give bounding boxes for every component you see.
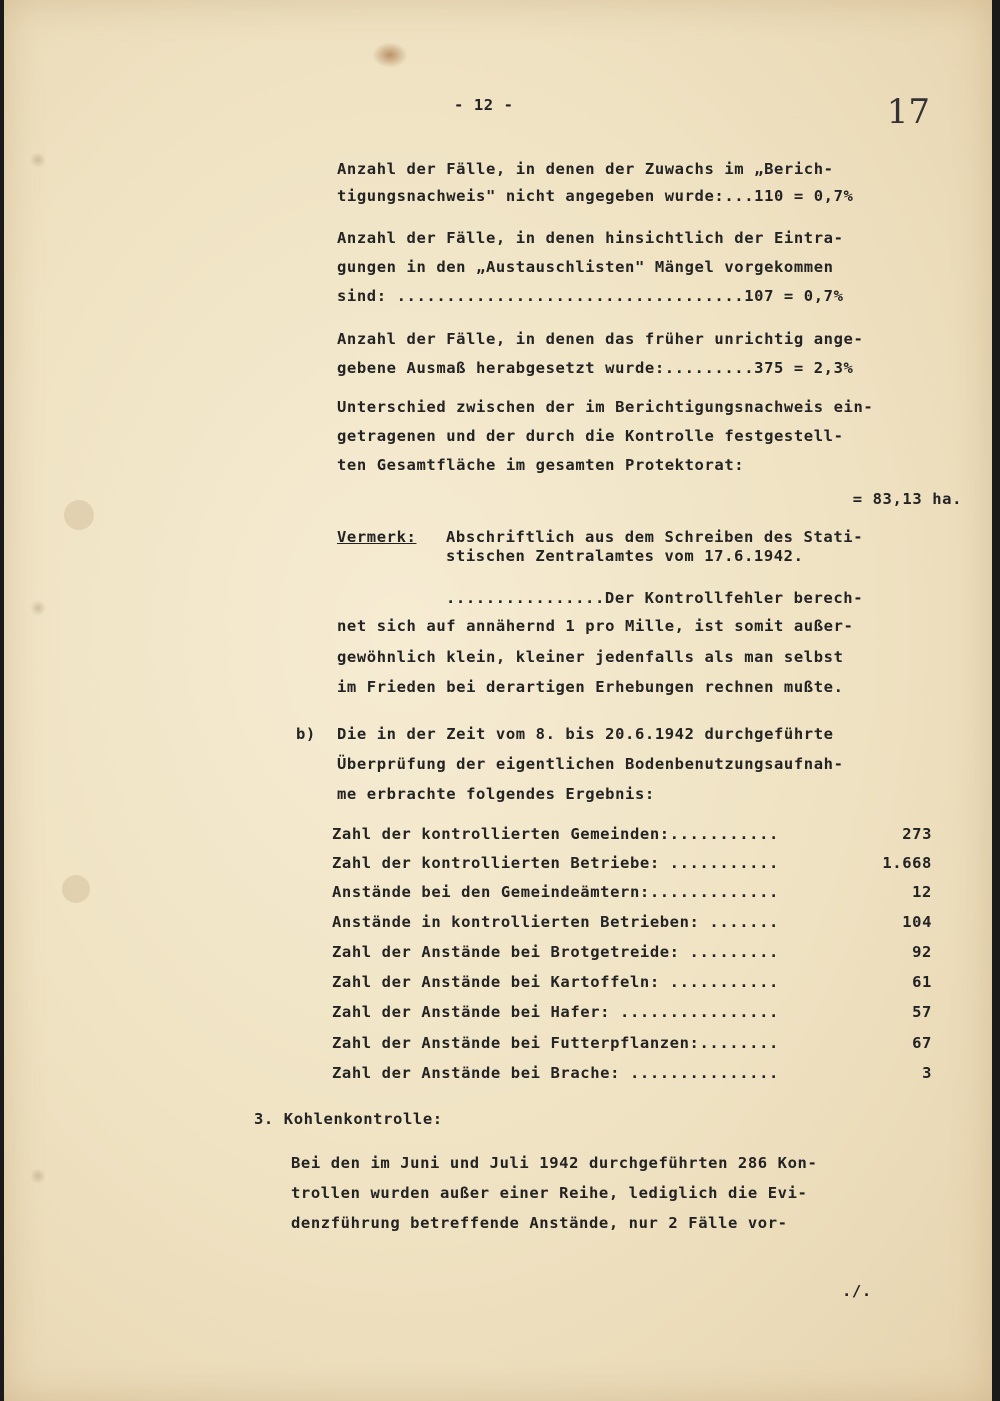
stat-label: Zahl der Anstände bei Brotgetreide: ......... [332,943,779,961]
punch-hole-mark [30,600,46,616]
text-line: ten Gesamtfläche im gesamten Protektorat: [337,456,745,474]
stat-label: Zahl der Anstände bei Kartoffeln: ........... [332,973,779,991]
section-b-marker: b) [296,725,316,743]
stat-label: Zahl der Anstände bei Hafer: ................ [332,1003,779,1021]
text-line: Anzahl der Fälle, in denen hinsichtlich der Eintra- [337,229,844,247]
total-area: = 83,13 ha. [852,490,962,508]
punch-hole-mark [30,152,46,168]
stat-label: Zahl der kontrollierten Betriebe: ........... [332,854,779,872]
ink-stain [372,42,408,68]
continuation-mark: ./. [842,1282,872,1300]
text-line: Die in der Zeit vom 8. bis 20.6.1942 durchgeführte [337,725,834,743]
paper-foxing [62,875,90,903]
text-line: gungen in den „Austauschlisten" Mängel vorgekommen [337,258,834,276]
stat-label: Anstände bei den Gemeindeämtern:............. [332,883,779,901]
text-line: Abschriftlich aus dem Schreiben des Stati- [446,528,864,546]
text-line: me erbrachte folgendes Ergebnis: [337,785,655,803]
text-line: Unterschied zwischen der im Berichtigungsnachweis ein- [337,398,874,416]
text-line: getragenen und der durch die Kontrolle festgestell- [337,427,844,445]
text-line: stischen Zentralamtes vom 17.6.1942. [446,547,804,565]
text-line: Anzahl der Fälle, in denen der Zuwachs im „Berich- [337,160,834,178]
stat-label: Anstände in kontrollierten Betrieben: ....... [332,913,779,931]
stat-value: 57 [912,1003,932,1021]
text-line: net sich auf annähernd 1 pro Mille, ist somit außer- [337,617,854,635]
text-line: gewöhnlich klein, kleiner jedenfalls als man selbst [337,648,844,666]
stat-label: Zahl der Anstände bei Futterpflanzen:........ [332,1034,779,1052]
stat-label: Zahl der Anstände bei Brache: ............... [332,1064,779,1082]
stat-value: 273 [902,825,932,843]
text-line: sind: ...................................107 = 0,7% [337,287,844,305]
vermerk-label: Vermerk: [337,528,417,546]
text-line: denzführung betreffende Anstände, nur 2 Fälle vor- [291,1214,788,1232]
text-line: tigungsnachweis" nicht angegeben wurde:...110 = 0,7% [337,187,854,205]
page-number: - 12 - [454,96,514,114]
stat-value: 1.668 [882,854,932,872]
text-line: im Frieden bei derartigen Erhebungen rechnen mußte. [337,678,844,696]
text-line: trollen wurden außer einer Reihe, lediglich die Evi- [291,1184,808,1202]
stat-value: 12 [912,883,932,901]
text-line: Anzahl der Fälle, in denen das früher unrichtig ange- [337,330,864,348]
folio-number: 17 [886,92,930,132]
section-heading: 3. Kohlenkontrolle: [254,1110,443,1128]
stat-value: 3 [922,1064,932,1082]
text-line: Überprüfung der eigentlichen Bodenbenutzungsaufnah- [337,755,844,773]
text-line: ................Der Kontrollfehler berech- [446,589,864,607]
text-line: Bei den im Juni und Juli 1942 durchgeführten 286 Kon- [291,1154,818,1172]
document-page [4,0,992,1401]
stat-value: 67 [912,1034,932,1052]
paper-foxing [64,500,94,530]
punch-hole-mark [30,1168,46,1184]
text-line: gebene Ausmaß herabgesetzt wurde:.........375 = 2,3% [337,359,854,377]
stat-value: 104 [902,913,932,931]
stat-value: 92 [912,943,932,961]
stat-label: Zahl der kontrollierten Gemeinden:........... [332,825,779,843]
stat-value: 61 [912,973,932,991]
